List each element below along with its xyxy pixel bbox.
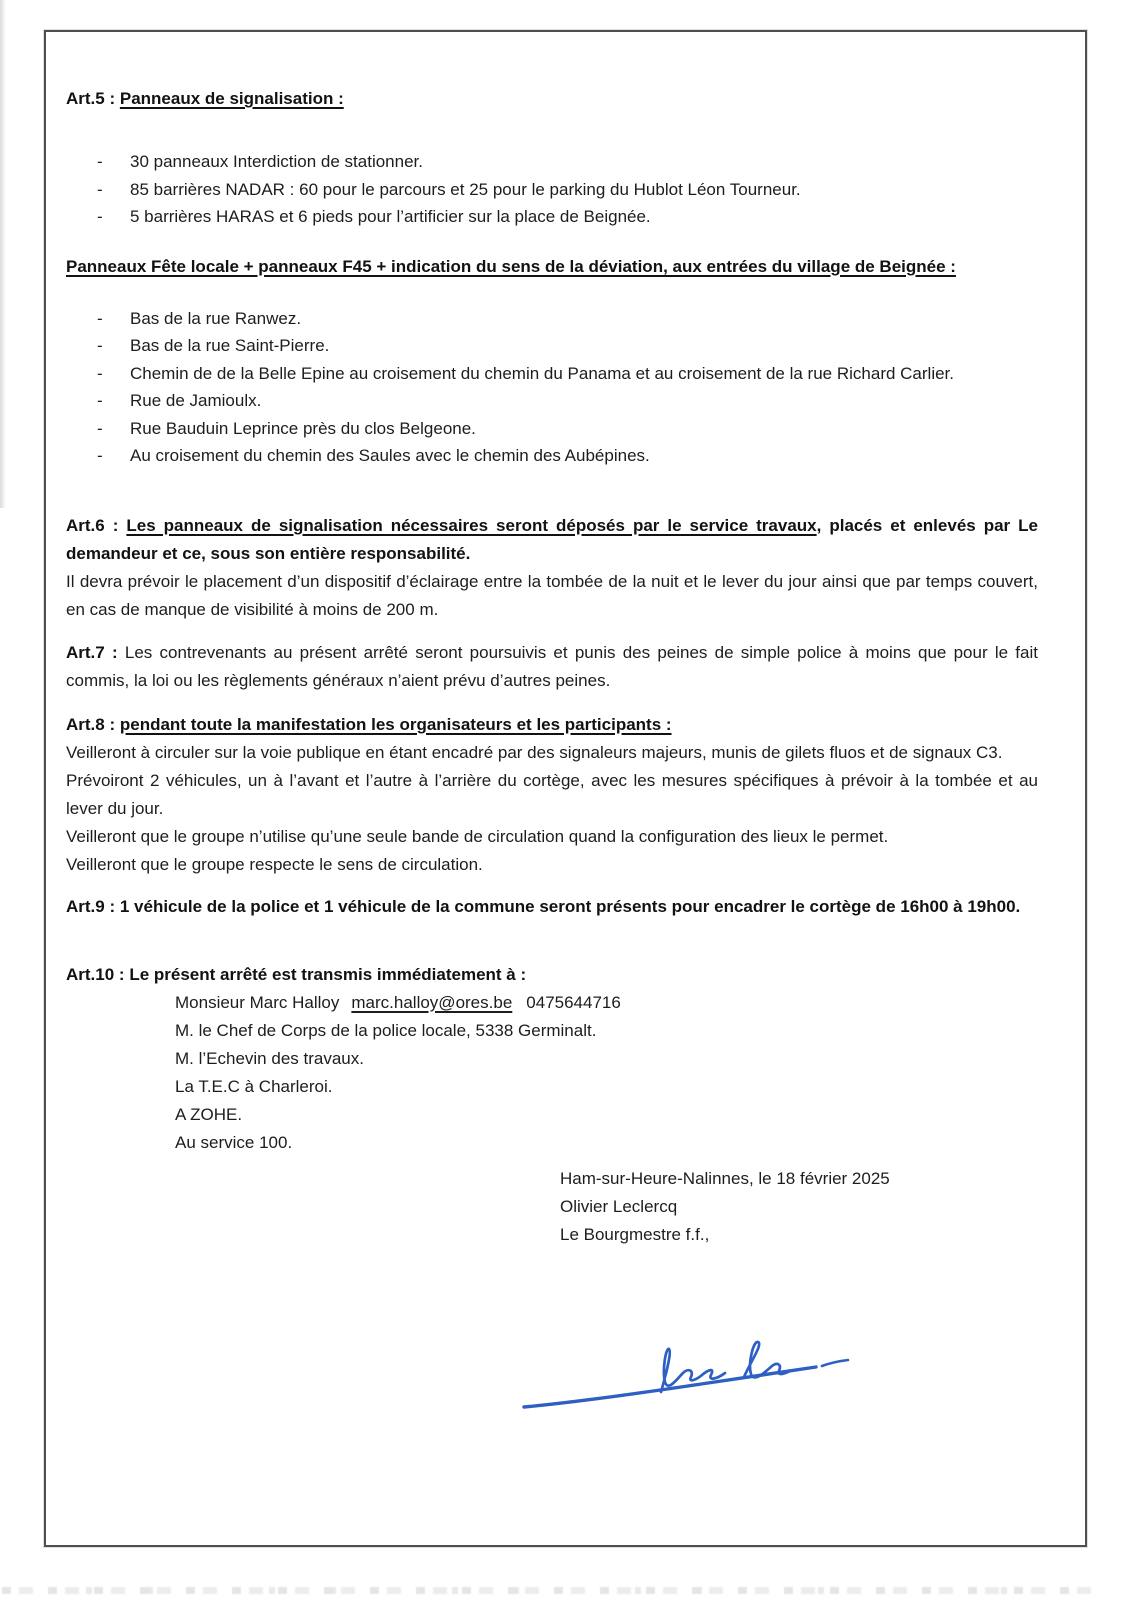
recipient-phone: 0475644716 [526,992,621,1012]
signatory-name: Olivier Leclercq [560,1196,678,1216]
recipient-row [175,989,1038,1017]
list-item-text: Bas de la rue Ranwez. [130,308,302,328]
bullet-dash: - [97,308,103,328]
document-body [66,88,1038,1249]
list-item [97,360,1038,388]
signature-end-dash [822,1360,848,1366]
article-6-body: Il devra prévoir le placement d’un dispositif d’éclairage entre la tombée de la nuit et le lever du jour ainsi que par temps couvert, en cas de manque de visibilité à moins de 200 m. [66,571,1038,619]
recipient-row: La T.E.C à Charleroi. [175,1076,333,1096]
signature-scrawl-stroke [661,1342,790,1392]
signature-main-stroke [524,1367,816,1407]
list-item-text: 85 barrières NADAR : 60 pour le parcours et 25 pour le parking du Hublot Léon Tourneur. [130,179,801,199]
article-5-title: Panneaux de signalisation : [119,89,344,108]
list-item [97,203,1038,231]
recipient-row: A ZOHE. [175,1104,243,1124]
handwritten-signature [518,1316,858,1411]
scan-bottom-noise [2,1587,1100,1594]
list-item-text: 30 panneaux Interdiction de stationner. [130,152,423,171]
signatory-role: Le Bourgmestre f.f., [560,1224,710,1244]
article-8-paragraph: Veilleront que le groupe respecte le sens de circulation. [66,854,483,874]
article-8-paragraph: Veilleront que le groupe n’utilise qu’une seule bande de circulation quand la configuration des lieux le permet. [66,826,889,846]
article-8-underlined: pendant toute la manifestation les organisateurs et les participants : [119,714,672,734]
list-item-text: Rue de Jamioulx. [130,391,262,410]
list-item [97,148,1038,176]
recipient-row: Au service 100. [175,1132,293,1152]
list-item [97,176,1038,204]
list-item [97,305,1038,333]
place-and-date: Ham-sur-Heure-Nalinnes, le 18 février 2025 [560,1168,890,1188]
bullet-dash: - [97,363,103,383]
article-9 [66,893,1038,921]
article-9-label: Art.9 : [66,896,116,916]
bullet-dash: - [97,391,103,410]
article-10-title: Le présent arrêté est transmis immédiatement à : [129,964,527,984]
article-5-list [66,148,1038,231]
list-item [97,332,1038,360]
article-7-body: Les contrevenants au présent arrêté seront poursuivis et punis des peines de simple police à moins que pour le fait commis, la loi ou les règlements généraux n’aient prévu d’autres peines. [66,642,1038,690]
scan-edge-artifact [0,0,6,508]
article-7 [66,639,1038,695]
article-8-label: Art.8 : [66,714,116,734]
list-item-text: Rue Bauduin Leprince près du clos Belgeone. [130,418,476,438]
article-5-heading [66,88,1038,110]
list-item [97,387,1038,415]
bullet-dash: - [97,336,103,355]
deviation-signs-heading [66,256,1038,278]
article-8 [66,711,1038,879]
list-item-text: 5 barrières HARAS et 6 pieds pour l’artificier sur la place de Beignée. [130,207,651,226]
closing-block [560,1165,1038,1249]
article-10-heading [66,961,1038,989]
recipient-row: M. l’Echevin des travaux. [175,1048,364,1068]
bullet-dash: - [97,152,103,171]
article-5-label: Art.5 : [66,89,116,108]
article-10-label: Art.10 : [66,964,125,984]
article-6 [66,512,1038,624]
list-item-text: Chemin de de la Belle Epine au croisement du chemin du Panama et au croisement de la rue Richard Carlier. [130,363,955,383]
article-9-body: 1 véhicule de la police et 1 véhicule de la commune seront présents pour encadrer le cortège de 16h00 à 19h00. [119,896,1021,916]
article-6-bold-tail: , placés et enlevés par Le demandeur et ce, sous son entière responsabilité. [66,515,1038,563]
list-item [97,415,1038,443]
list-item [97,442,1038,470]
bullet-dash: - [97,418,103,438]
article-7-label: Art.7 : [66,642,118,662]
bullet-dash: - [97,179,103,199]
article-8-paragraph: Veilleront à circuler sur la voie publique en étant encadré par des signaleurs majeurs, munis de gilets fluos et de signaux C3. [66,742,1003,762]
list-item-text: Bas de la rue Saint-Pierre. [130,336,330,355]
recipient-email: marc.halloy@ores.be [351,992,513,1012]
article-8-heading [66,711,1038,739]
list-item-text: Au croisement du chemin des Saules avec le chemin des Aubépines. [130,446,650,465]
deviation-signs-heading-text: Panneaux Fête locale + panneaux F45 + indication du sens de la déviation, aux entrées du village de Beignée : [66,256,956,276]
recipients-list [175,989,1038,1157]
recipient-row: M. le Chef de Corps de la police locale, 5338 Germinalt. [175,1020,597,1040]
bullet-dash: - [97,207,103,226]
bullet-dash: - [97,446,103,465]
deviation-locations-list [66,305,1038,470]
article-6-underlined: Les panneaux de signalisation nécessaires seront déposés par le service travaux [126,515,817,535]
article-8-paragraph: Prévoiront 2 véhicules, un à l’avant et l’autre à l’arrière du cortège, avec les mesures spécifiques à prévoir à la tombée et au lever du jour. [66,770,1038,818]
article-6-label: Art.6 : [66,515,119,535]
article-6-heading-paragraph [66,512,1038,568]
recipient-name: Monsieur Marc Halloy [175,992,340,1012]
